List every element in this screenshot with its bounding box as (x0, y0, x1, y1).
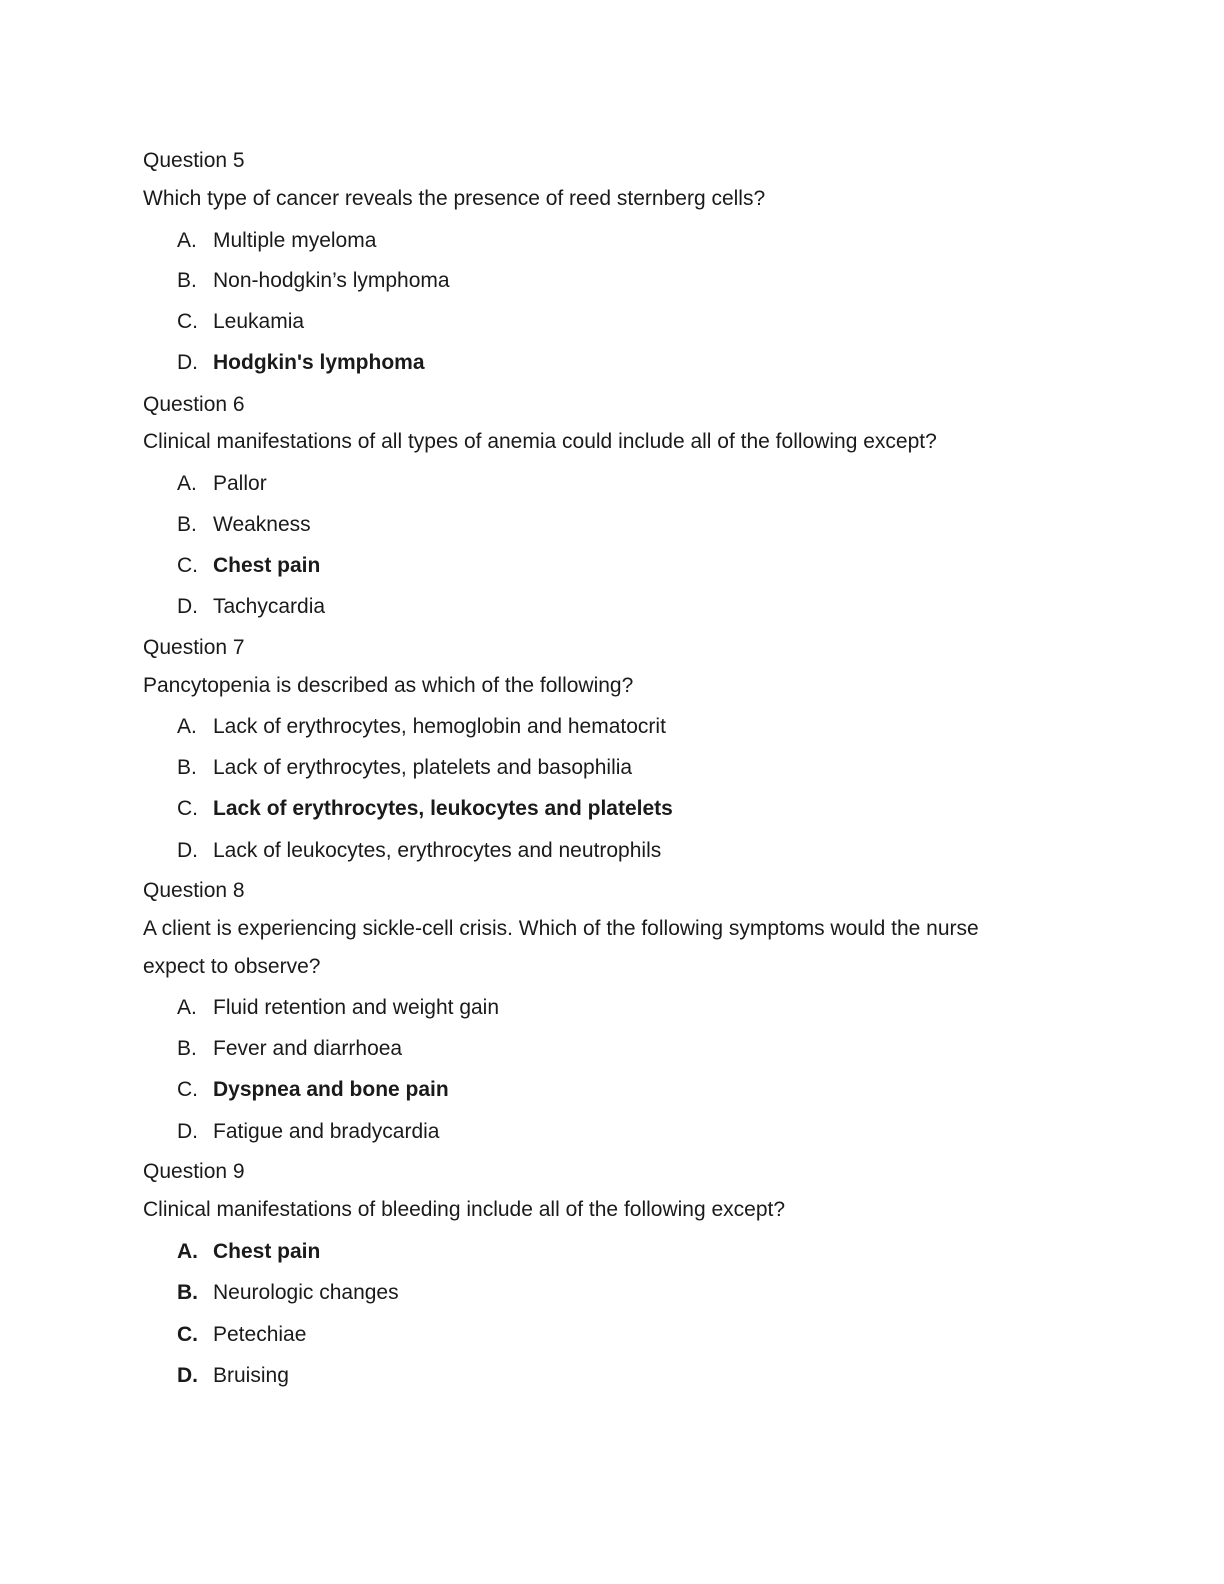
option-text: Non-hodgkin’s lymphoma (213, 269, 450, 292)
option-d-answer (177, 352, 425, 373)
question-title: Question 9 (143, 1160, 245, 1183)
option-letter: B. (177, 1281, 198, 1304)
question-title: Question 5 (143, 149, 245, 172)
option-letter: B. (177, 1037, 197, 1060)
option-text: Tachycardia (213, 595, 326, 618)
option-letter: D. (177, 1364, 198, 1387)
option-text: Fever and diarrhoea (213, 1037, 403, 1060)
option-letter: D. (177, 1120, 198, 1143)
question-text: Which type of cancer reveals the presence of reed sternberg cells? (143, 187, 766, 210)
option-letter: C. (177, 797, 198, 820)
option-text: Lack of leukocytes, erythrocytes and neutrophils (213, 839, 662, 862)
option-a (177, 997, 499, 1018)
question-text: Clinical manifestations of bleeding include all of the following except? (143, 1198, 786, 1221)
option-text: Pallor (213, 472, 267, 495)
option-letter: A. (177, 996, 197, 1019)
option-letter: B. (177, 513, 197, 536)
option-text: Fatigue and bradycardia (213, 1120, 440, 1143)
option-letter: D. (177, 595, 198, 618)
option-letter: C. (177, 554, 198, 577)
option-c-answer (177, 555, 320, 576)
option-a (177, 716, 666, 737)
option-b (177, 270, 450, 291)
option-text: Petechiae (213, 1323, 307, 1346)
option-letter: D. (177, 351, 198, 374)
question-text: Pancytopenia is described as which of the following? (143, 674, 634, 697)
option-text: Bruising (213, 1364, 289, 1387)
option-a-answer (177, 1241, 320, 1262)
option-text: Fluid retention and weight gain (213, 996, 500, 1019)
option-letter: A. (177, 472, 197, 495)
option-text: Leukamia (213, 310, 305, 333)
option-letter: D. (177, 839, 198, 862)
option-letter: B. (177, 756, 197, 779)
option-c (177, 1324, 306, 1345)
option-d (177, 1365, 289, 1386)
question-text: Clinical manifestations of all types of anemia could include all of the following except? (143, 430, 937, 453)
option-text: Lack of erythrocytes, platelets and basophilia (213, 756, 633, 779)
option-a (177, 230, 376, 251)
option-c (177, 311, 304, 332)
option-text: Weakness (213, 513, 311, 536)
option-text: Lack of erythrocytes, leukocytes and platelets (213, 797, 673, 820)
option-text: Hodgkin's lymphoma (213, 351, 425, 374)
option-b (177, 1038, 402, 1059)
option-text: Chest pain (213, 554, 321, 577)
option-letter: A. (177, 715, 197, 738)
option-c-answer (177, 798, 673, 819)
option-letter: C. (177, 1323, 198, 1346)
option-letter: A. (177, 1240, 198, 1263)
option-letter: C. (177, 310, 198, 333)
option-letter: A. (177, 229, 197, 252)
option-letter: C. (177, 1078, 198, 1101)
question-title: Question 7 (143, 636, 245, 659)
option-text: Neurologic changes (213, 1281, 399, 1304)
option-text: Lack of erythrocytes, hemoglobin and hematocrit (213, 715, 666, 738)
option-d (177, 840, 661, 861)
option-d (177, 1121, 439, 1142)
option-c-answer (177, 1079, 449, 1100)
question-title: Question 6 (143, 393, 245, 416)
option-a (177, 473, 267, 494)
option-b (177, 757, 632, 778)
question-text: A client is experiencing sickle-cell crisis. Which of the following symptoms would the nurse expect to observe? (143, 917, 979, 978)
option-letter: B. (177, 269, 197, 292)
option-b (177, 1282, 399, 1303)
option-text: Multiple myeloma (213, 229, 377, 252)
option-b (177, 514, 311, 535)
question-title: Question 8 (143, 879, 245, 902)
option-text: Chest pain (213, 1240, 321, 1263)
option-text: Dyspnea and bone pain (213, 1078, 449, 1101)
option-d (177, 596, 325, 617)
